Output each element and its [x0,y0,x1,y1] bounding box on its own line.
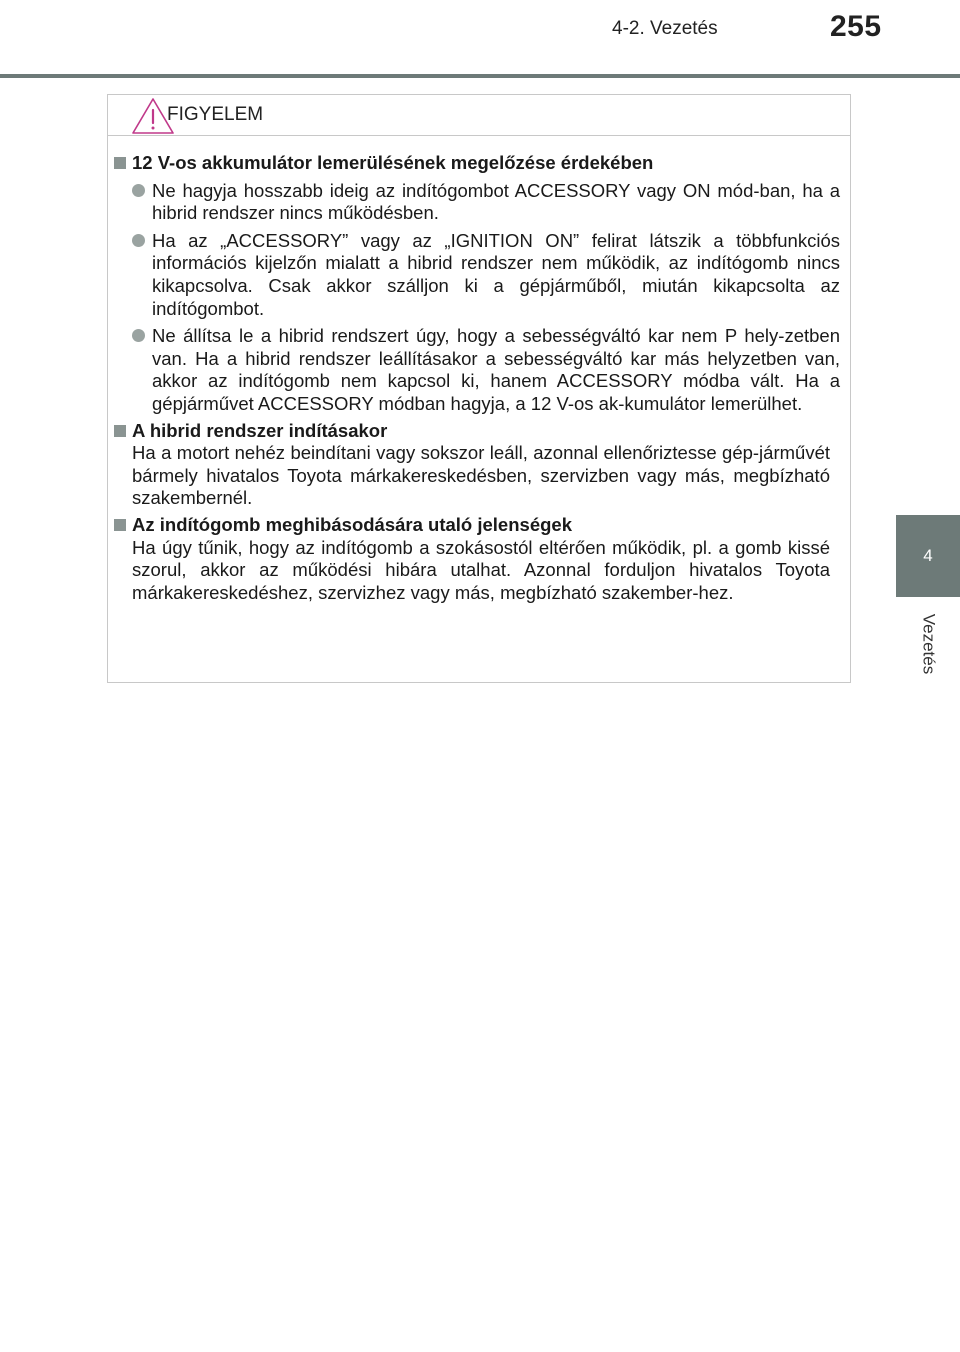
circle-bullet-icon [132,234,145,247]
chapter-label: Vezetés [919,613,938,675]
section-paragraph: Ha úgy tűnik, hogy az indítógomb a szokásostól eltérően működik, pl. a gomb kissé szorul, akkor az működési hibára utalhat. Azonnal forduljon hivatalos Toyota márkakereskedéshez, szervizhez vagy más, megbízható szakember-hez. [132,536,830,603]
header-section-title: 4-2. Vezetés [612,18,718,39]
page-number: 255 [830,10,882,43]
square-bullet-icon [114,519,126,531]
section-heading [114,152,840,175]
chapter-number: 4 [923,546,933,565]
section-paragraph: Ha a motort nehéz beindítani vagy sokszor leáll, azonnal ellenőriztesse gép-járművét bármely hivatalos Toyota márkakereskedésben, szervizben vagy más, megbízható szakembernél. [132,442,830,509]
section-heading [114,420,840,443]
bullet-text: Ne hagyja hosszabb ideig az indítógombot ACCESSORY vagy ON mód-ban, ha a hibrid rendszer nincs működésben. [152,179,840,224]
chapter-tab [896,515,960,597]
header-rule [0,74,960,78]
bullet-item [114,325,840,415]
section-heading [114,514,840,537]
square-bullet-icon [114,425,126,437]
section-heading-text: A hibrid rendszer indításakor [132,419,388,441]
warning-body [114,152,840,604]
square-bullet-icon [114,157,126,169]
bullet-text: Ne állítsa le a hibrid rendszert úgy, hogy a sebességváltó kar nem P hely-zetben van. Ha a hibrid rendszer leállításakor a sebességváltó kar más helyzetben van, akkor az indítógomb nem kapcsol ki, hanem ACCESSORY módba vált. Ha a gépjárművet ACCESSORY módban hagyja, a 12 V-os ak-kumulátor lemerülhet. [152,325,840,414]
warning-box [107,94,851,683]
warning-title: FIGYELEM [167,104,264,125]
bullet-item [114,230,840,320]
warning-header [108,95,850,136]
section-heading-text: Az indítógomb meghibásodására utaló jelenségek [132,513,572,535]
circle-bullet-icon [132,184,145,197]
circle-bullet-icon [132,329,145,342]
section-heading-text: 12 V-os akkumulátor lemerülésének megelőzése érdekében [132,152,654,173]
bullet-item [114,180,840,225]
bullet-text: Ha az „ACCESSORY” vagy az „IGNITION ON” felirat látszik a többfunkciós információs kijelzőn mialatt a hibrid rendszer nem működik, az indítógomb nincs kikapcsolva. Csak akkor szálljon ki a gépjárműből, miután kikapcsolta az indítógombot. [152,229,840,319]
chapter-label-vertical [896,604,960,684]
